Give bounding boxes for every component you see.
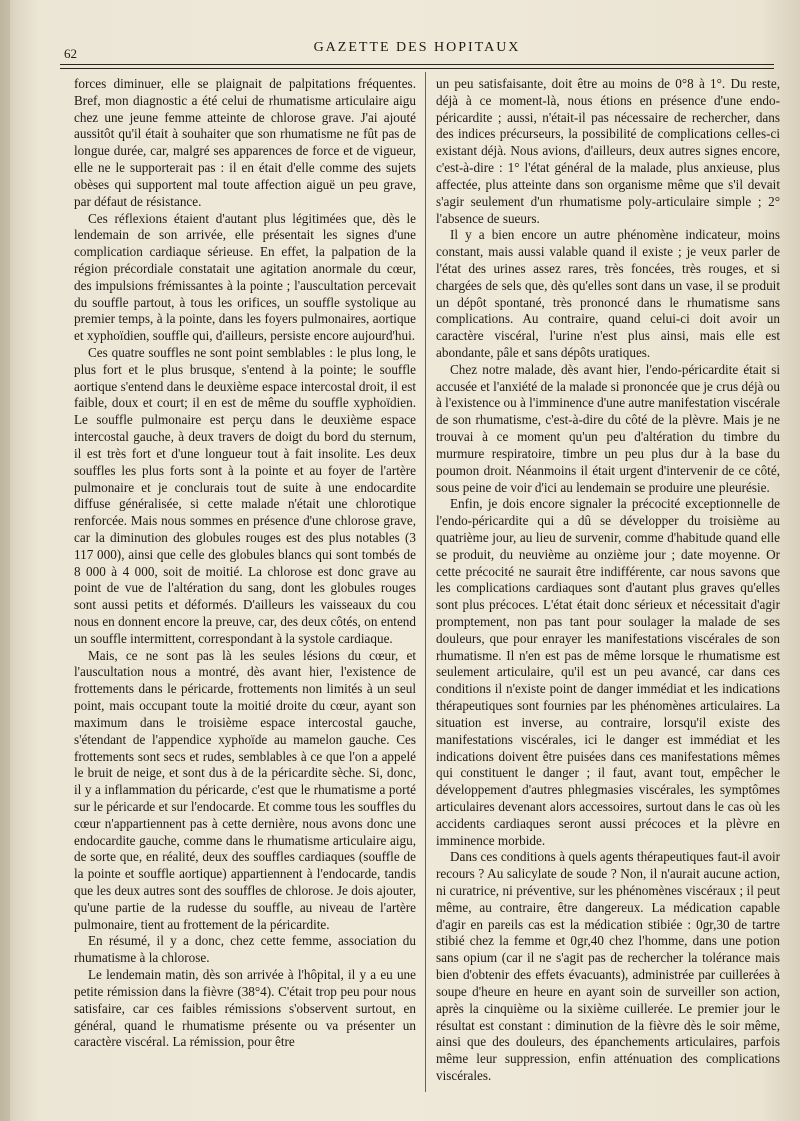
- paragraph: Chez notre malade, dès avant hier, l'endo-péricardite était si accusée et l'anxiété de la malade si prononcée que je crus déjà ou à l'existence ou à l'imminence d'une autre manifestation viscérale de son rhumatisme, c'est-à-dire du côté de la plèvre. Mais je ne trouvai à ce moment qu'un peu d'altération du timbre du murmure respiratoire, timbre un peu plus dur à la base du poumon droit. Néanmoins il était urgent d'intervenir de ce côté, sous peine de voir d'ici au lendemain se produire une pleurésie.: [436, 361, 781, 495]
- journal-title: GAZETTE DES HOPITAUX: [313, 40, 521, 55]
- header-rule-bottom: [60, 68, 774, 69]
- paragraph: Dans ces conditions à quels agents thérapeutiques faut-il avoir recours ? Au salicylate de soude ? Non, il n'aurait aucune action, ni curatrice, ni préventive, sur les phénomènes viscéraux ; il peut même, au contraire, être dangereux. La médication capable d'agir en pareils cas est la médication stibiée : 0gr,30 de tartre stibié chez la femme et 0gr,40 chez l'homme, dans une potion sans opium (car il ne s'agit pas de rechercher la tolérance mais bien d'obtenir des effets évacuants), administrée par cuillerées à soupe d'heure en heure en ayant soin de surveiller son action, après la cinquième ou la sixième cuillerée. Le premier jour le résultat est constant : diminution de la fièvre dès le soir même, ainsi que des douleurs, des épanchements articulaires, parfois même leur suppression, enfin atténuation des complications viscérales.: [436, 849, 780, 1083]
- paragraph: En résumé, il y a donc, chez cette femme, association du rhumatisme à la chlorose.: [74, 933, 416, 966]
- paragraph: Ces quatre souffles ne sont point semblables : le plus long, le plus fort et le plus brusque, s'entend à la pointe; le souffle aortique s'entend dans le deuxième espace intercostal droit, il est faible, doux et court; il en est de même du souffle xyphoïdien. Le souffle pulmonaire est perçu dans le deuxième espace intercostal gauche, à deux travers de doigt du bord du sternum, il est très fort et d'une longueur tout à fait insolite. Les deux souffles les plus forts sont à la pointe et au foyer de l'artère pulmonaire et je conclurais tout de suite à une endocardite diffuse généralisée, si cette malade n'était une chlorotique renforcée. Mais nous sommes en présence d'une chlorose grave, car la diminution des globules rouges est des plus notables (3 117 000), ainsi que celle des globules blancs qui sont tombés de 8 000 à 4 000, soit de moitié. La chlorose est donc grave au point de vue de l'altération du sang, dont les globules rouges sont aussi petits et déformés. D'ailleurs les vaisseaux du cou nous en donnent encore la preuve, car, des deux côtés, on entend un souffle intermittent, correspondant à la systole cardiaque.: [74, 345, 416, 646]
- paragraph: Ces réflexions étaient d'autant plus légitimées que, dès le lendemain de son arrivée, elle présentait les signes d'une complication cardiaque sérieuse. En effet, la palpation de la région précordiale constatait une agitation anormale du cœur, des impulsions frémissantes à la pointe ; l'auscultation percevait du souffle partout, à tous les orifices, un souffle systolique au premier temps, à la pointe, dans les foyers pulmonaires, aortique et xyphoïdien, souffle qui, d'ailleurs, persiste encore aujourd'hui.: [74, 210, 416, 344]
- column-divider: [425, 72, 426, 1092]
- paragraph: Mais, ce ne sont pas là les seules lésions du cœur, et l'auscultation nous a montré, dès avant hier, l'existence de frottements dans le péricarde, frottements non limités à un seul point, mais occupant toute la moitié droite du cœur, ayant son maximum dans le troisième espace intercostal gauche, s'étendant de l'appendice xyphoïde au mamelon gauche. Ces frottements sont secs et rudes, semblables à ce que l'on a appelé le bruit de neige, et sont dus à de la péricardite sèche. Si, donc, il y a inflammation du péricarde, c'est que le rhumatisme a porté sur le péricarde et sur l'endocarde. Et comme tous les souffles du cœur n'appartiennent pas à cette dernière, nous avons donc une endocardite gauche, comme dans le rhumatisme articulaire aigu, de sorte que, en réalité, deux des souffles cardiaques (souffle de la pointe et souffle aortique) appartiennent à l'endocarde, tandis que les deux autres sont des souffles de chlorose. Je dois ajouter, qu'une partie de la rudesse du souffle, au niveau de l'artère pulmonaire, tient au frottement de la péricardite.: [74, 647, 416, 932]
- header-rule-top: [60, 64, 774, 65]
- page-number: 62: [64, 46, 77, 61]
- paragraph: Il y a bien encore un autre phénomène indicateur, moins constant, mais aussi valable quand il existe ; je veux parler de l'état des urines assez rares, très foncées, très rouges, et si chargées de sels que, dès qu'elles sont dans un vase, il se produit un dépôt spontané, très prononcé dans le rhumatisme sans complications. Au contraire, quand celui-ci doit avoir un caractère viscéral, l'urine n'est plus ainsi, mais elle est abondante, pâle et sans dépôts uratiques.: [436, 227, 780, 360]
- paragraph: Le lendemain matin, dès son arrivée à l'hôpital, il y a eu une petite rémission dans la fièvre (38°4). C'était trop peu pour nous satisfaire, car ces faibles rémissions s'observent surtout, en général, quand le rhumatisme présente ou va présenter un caractère viscéral. La rémission, pour être: [74, 967, 416, 1050]
- page-header: [56, 38, 778, 60]
- paragraph: forces diminuer, elle se plaignait de palpitations fréquentes. Bref, mon diagnostic a été celui de rhumatisme articulaire aigu chez une jeune femme atteinte de chlorose grave. J'ai ajouté aussitôt qu'il était à souhaiter que son rhumatisme ne fût pas de longue durée, car, malgré ses apparences de force et de vigueur, elle ne le supporterait pas : il en était d'elle comme des sujets obèses qui supportent mal toute affection aiguë un peu grave, par défaut de résistance.: [74, 76, 416, 209]
- left-column: [74, 76, 416, 1051]
- paragraph: Enfin, je dois encore signaler la précocité exceptionnelle de l'endo-péricardite qui a dû se développer du troisième au quatrième jour, au lieu de survenir, comme d'habitude quand elle se produit, du neuvième au onzième jour ; date moyenne. Or cette précocité ne saurait être indifférente, car nous savons que les complications cardiaques sont d'autant plus graves qu'elles sont plus précoces. L'état était donc sérieux et nécessitait d'agir promptement, non pas tant pour soulager la malade de ses douleurs, que pour enrayer les manifestations viscérales de son rhumatisme. Il n'en est pas de même lorsque le rhumatisme est seulement articulaire, qu'il est un peu avancé, car dans ces conditions il n'existe point de danger immédiat et les indications thérapeutiques sont fournies par les phénomènes articulaires. La situation est inverse, au contraire, lorsqu'il existe des manifestations viscérales, ici le danger est immédiat et les indications doivent être puisées dans ces manifestations mêmes qui constituent le danger ; il faut, avant tout, empêcher le développement d'autres phlegmasies viscérales, les symptômes articulaires devenant alors accessoires, surtout dans le cas où les accidents cardiaques seront aussi précoces et la plèvre en imminence morbide.: [436, 496, 780, 848]
- paragraph: un peu satisfaisante, doit être au moins de 0°8 à 1°. Du reste, déjà à ce moment-là, nous étions en présence d'une endo-péricardite ; aussi, n'était-il pas nécessaire de rechercher, dans des indices précurseurs, la possibilité de complications celles-ci existant déjà. Nous avions, d'ailleurs, deux autres signes encore, c'est-à-dire : 1° l'état général de la malade, plus anxieuse, plus affectée, plus atteinte dans son organisme même que s'il devait s'agir seulement d'un rhumatisme poly-articulaire simple ; 2° l'absence de sueurs.: [436, 76, 780, 226]
- page-edge-shadow: [0, 0, 10, 1121]
- right-column: [436, 76, 780, 1085]
